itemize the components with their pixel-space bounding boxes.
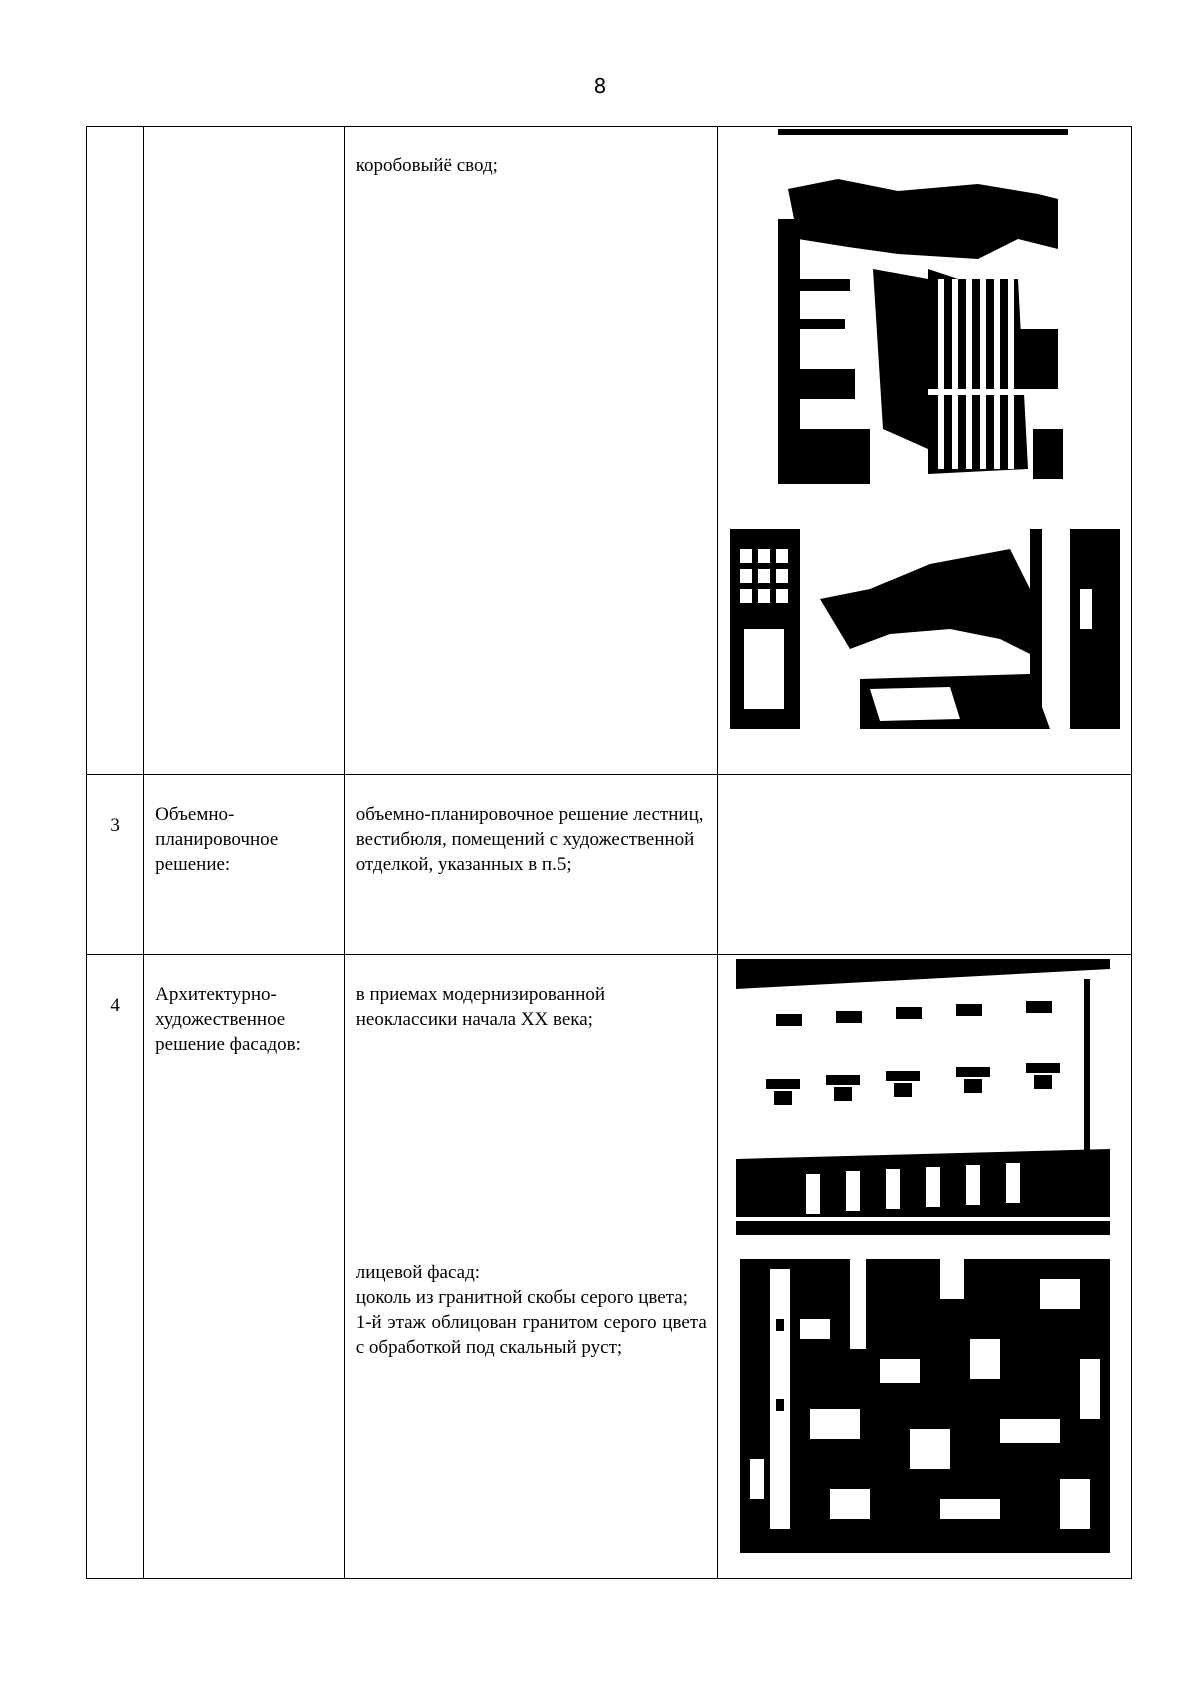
row-name: Объемно-планировочное решение: <box>144 775 345 955</box>
description-line: в приемах модернизированной неоклассики начала XX века; <box>355 984 606 1030</box>
facade-rustication-photo <box>740 1259 1110 1553</box>
heritage-table <box>86 126 1132 1579</box>
vault-arch-photo <box>730 529 1120 729</box>
photo-cell <box>717 955 1131 1579</box>
row-description <box>344 955 717 1579</box>
row-description <box>344 127 717 775</box>
table-row <box>87 127 1132 775</box>
vault-grille-photo <box>778 129 1068 501</box>
facade-windows-photo <box>736 959 1110 1235</box>
row-name <box>144 127 345 775</box>
row-number <box>87 127 144 775</box>
description-line: коробовыйё свод; <box>355 155 498 176</box>
description-line: цоколь из гранитной скобы серого цвета; <box>355 1287 688 1308</box>
row-number: 4 <box>87 955 144 1579</box>
row-description <box>344 775 717 955</box>
table-row <box>87 775 1132 955</box>
row-name: Архитектурно-художественное решение фасадов: <box>144 955 345 1579</box>
photo-cell <box>717 775 1131 955</box>
description-line: объемно-планировочное решение лестниц, вестибюля, помещений с художественной отделкой, указанных в п.5; <box>355 804 704 875</box>
photo-cell <box>717 127 1131 775</box>
table-row <box>87 955 1132 1579</box>
row-number: 3 <box>87 775 144 955</box>
description-line: лицевой фасад: <box>355 1262 481 1283</box>
description-line: 1-й этаж облицован гранитом серого цвета с обработкой под скальный руст; <box>355 1312 707 1358</box>
page-number: 8 <box>593 74 607 98</box>
